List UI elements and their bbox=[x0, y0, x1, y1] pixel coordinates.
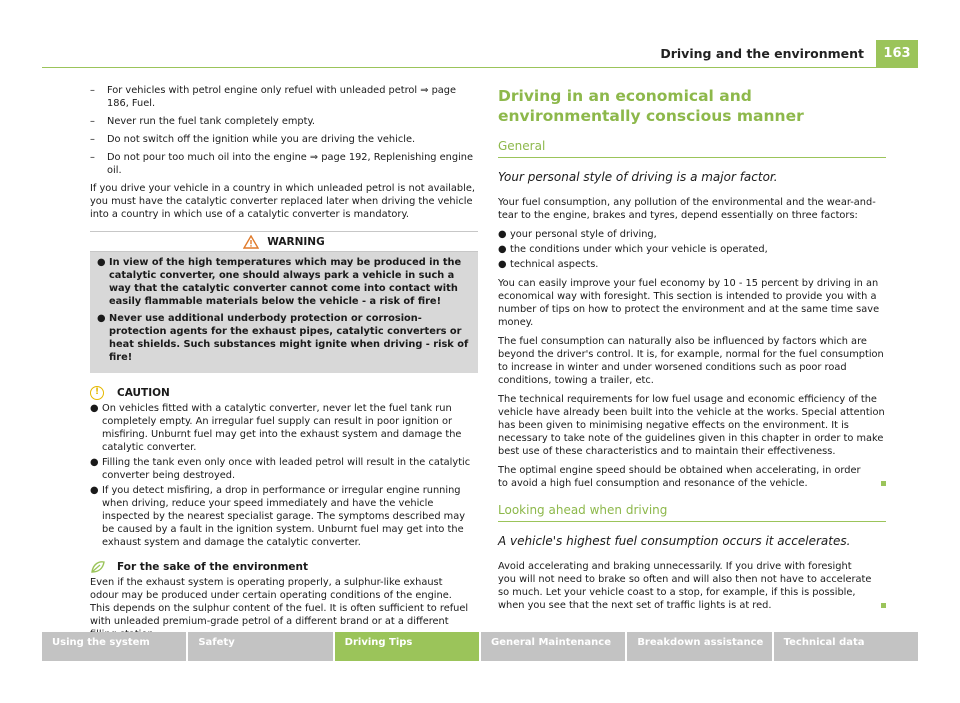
footer-nav bbox=[42, 632, 918, 661]
environment-header bbox=[90, 560, 478, 574]
paragraph-text: The optimal engine speed should be obtained when accelerating, in order to avoid a high fuel consumption and resonance of the vehicle. bbox=[498, 465, 861, 489]
list-item bbox=[90, 151, 478, 177]
list-item-text: Never run the fuel tank completely empty. bbox=[107, 116, 315, 127]
warning-header bbox=[90, 232, 478, 252]
tab-safety[interactable]: Safety bbox=[188, 632, 332, 661]
caution-item bbox=[90, 402, 478, 454]
bullet: ● bbox=[498, 244, 507, 255]
dash-marker: – bbox=[90, 116, 95, 127]
bullet: ● bbox=[90, 485, 99, 496]
list-item bbox=[498, 228, 886, 241]
warning-triangle-icon bbox=[243, 235, 259, 249]
dash-marker: – bbox=[90, 134, 95, 145]
caution-item-text: Filling the tank even only once with leaded petrol will result in the catalytic converter being destroyed. bbox=[102, 457, 471, 481]
warning-body bbox=[90, 252, 478, 373]
header-rule bbox=[42, 67, 876, 68]
list-item-text: For vehicles with petrol engine only refuel with unleaded petrol ⇒ page 186, Fuel. bbox=[107, 85, 457, 109]
tab-technical-data[interactable]: Technical data bbox=[774, 632, 918, 661]
list-item bbox=[498, 258, 886, 271]
caution-item bbox=[90, 484, 478, 549]
tab-driving-tips[interactable]: Driving Tips bbox=[335, 632, 479, 661]
caution-item-text: On vehicles fitted with a catalytic converter, never let the fuel tank run completely empty. An irregular fuel supply can result in poor ignition or misfiring. Unburnt fuel may get into the exhaust system and damage the catalytic converter. bbox=[102, 403, 462, 453]
right-column bbox=[498, 84, 886, 618]
list-item-text: technical aspects. bbox=[510, 259, 599, 270]
bullet: ● bbox=[498, 259, 507, 270]
paragraph-text: Avoid accelerating and braking unnecessarily. If you drive with foresight you will not need to brake so often and will also then not have to accelerate so much. Let your vehicle coast to a stop, for example, if this is possible, when you see that the next set of traffic lights is at red. bbox=[498, 561, 872, 611]
section-subtitle: Your personal style of driving is a major factor. bbox=[498, 170, 778, 184]
chapter-heading: Driving in an economical and environmentally conscious manner bbox=[498, 87, 804, 125]
left-column bbox=[90, 84, 478, 647]
paragraph bbox=[498, 464, 886, 490]
list-item bbox=[498, 243, 886, 256]
caution-title: CAUTION bbox=[117, 387, 170, 399]
dash-marker: – bbox=[90, 85, 95, 96]
list-item bbox=[90, 133, 478, 146]
environment-title: For the sake of the environment bbox=[117, 561, 309, 573]
intro-paragraph: If you drive your vehicle in a country in which unleaded petrol is not available, you must have the catalytic converter replaced later when driving the vehicle into a country in which use of a catalytic converter is mandatory. bbox=[90, 183, 475, 220]
bullet: ● bbox=[90, 403, 99, 414]
paragraph: The fuel consumption can naturally also be influenced by factors which are beyond the driver's control. It is, for example, normal for the fuel consumption to increase in winter and under worsened conditions such as poor road conditions, towing a trailer, etc. bbox=[498, 336, 884, 386]
caution-header bbox=[90, 386, 478, 400]
tab-breakdown-assistance[interactable]: Breakdown assistance bbox=[627, 632, 771, 661]
caution-exclamation-icon: ! bbox=[90, 386, 104, 400]
tab-using-the-system[interactable]: Using the system bbox=[42, 632, 186, 661]
page-number: 163 bbox=[876, 40, 918, 68]
leaf-icon bbox=[90, 560, 106, 574]
bullet: ● bbox=[498, 229, 507, 240]
warning-item-text: Never use additional underbody protection or corrosion-protection agents for the exhaust pipes, catalytic converters or heat shields. Such substances might ignite when driving - risk of fire! bbox=[109, 313, 469, 363]
warning-item-text: In view of the high temperatures which may be produced in the catalytic converter, one should always park a vehicle in such a way that the catalytic converter cannot come into contact with easily flammable materials below the vehicle - a risk of fire! bbox=[109, 257, 462, 307]
tab-general-maintenance[interactable]: General Maintenance bbox=[481, 632, 625, 661]
section-end-marker bbox=[881, 481, 886, 486]
warning-box bbox=[90, 231, 478, 373]
paragraph bbox=[498, 560, 886, 612]
warning-item bbox=[97, 312, 471, 364]
list-item-text: Do not switch off the ignition while you are driving the vehicle. bbox=[107, 134, 416, 145]
bullet: ● bbox=[97, 313, 106, 324]
list-item bbox=[90, 115, 478, 128]
warning-item bbox=[97, 256, 471, 308]
environment-text: Even if the exhaust system is operating properly, a sulphur-like exhaust odour may be produced under certain operating conditions of the engine. This depends on the sulphur content of the fuel. It is often sufficient to refuel with unleaded premium-grade petrol of a different brand or at a different bbox=[90, 577, 469, 627]
section-end-marker bbox=[881, 603, 886, 608]
paragraph: Your fuel consumption, any pollution of the environmental and the wear-and-tear to the engine, brakes and tyres, depend essentially on three factors: bbox=[498, 197, 876, 221]
section-title-looking-ahead: Looking ahead when driving bbox=[498, 503, 886, 522]
list-item-text: the conditions under which your vehicle is operated, bbox=[510, 244, 768, 255]
section-subtitle: A vehicle's highest fuel consumption occurs it accelerates. bbox=[498, 534, 851, 548]
section-title-general: General bbox=[498, 139, 886, 158]
bullet: ● bbox=[97, 257, 106, 268]
paragraph: The technical requirements for low fuel usage and economic efficiency of the vehicle have already been built into the vehicle at the works. Special attention has been given to minimising negative effects on the environment. It is necessary to take note of the guidelines given in this chapter in order to make best use of these characteristics and to maintain their effectiveness. bbox=[498, 394, 885, 457]
page-header bbox=[0, 40, 960, 68]
list-item bbox=[90, 84, 478, 110]
header-title: Driving and the environment bbox=[660, 46, 864, 61]
dash-marker: – bbox=[90, 152, 95, 163]
caution-item-text: If you detect misfiring, a drop in performance or irregular engine running when driving, reduce your speed immediately and have the vehicle inspected by the nearest specialist garage. The symptoms described may be caused by a fault in the ignition system. Unburnt fuel may get into the exhaust system and damage the catalytic converter. bbox=[102, 485, 466, 548]
list-item-text: Do not pour too much oil into the engine ⇒ page 192, Replenishing engine oil. bbox=[107, 152, 474, 176]
caution-item bbox=[90, 456, 478, 482]
bullet: ● bbox=[90, 457, 99, 468]
list-item-text: your personal style of driving, bbox=[510, 229, 657, 240]
warning-title: WARNING bbox=[267, 235, 325, 248]
paragraph: You can easily improve your fuel economy by 10 - 15 percent by driving in an economical way with foresight. This section is intended to provide you with a number of tips on how to protect the environment and at the same time save money. bbox=[498, 278, 880, 328]
